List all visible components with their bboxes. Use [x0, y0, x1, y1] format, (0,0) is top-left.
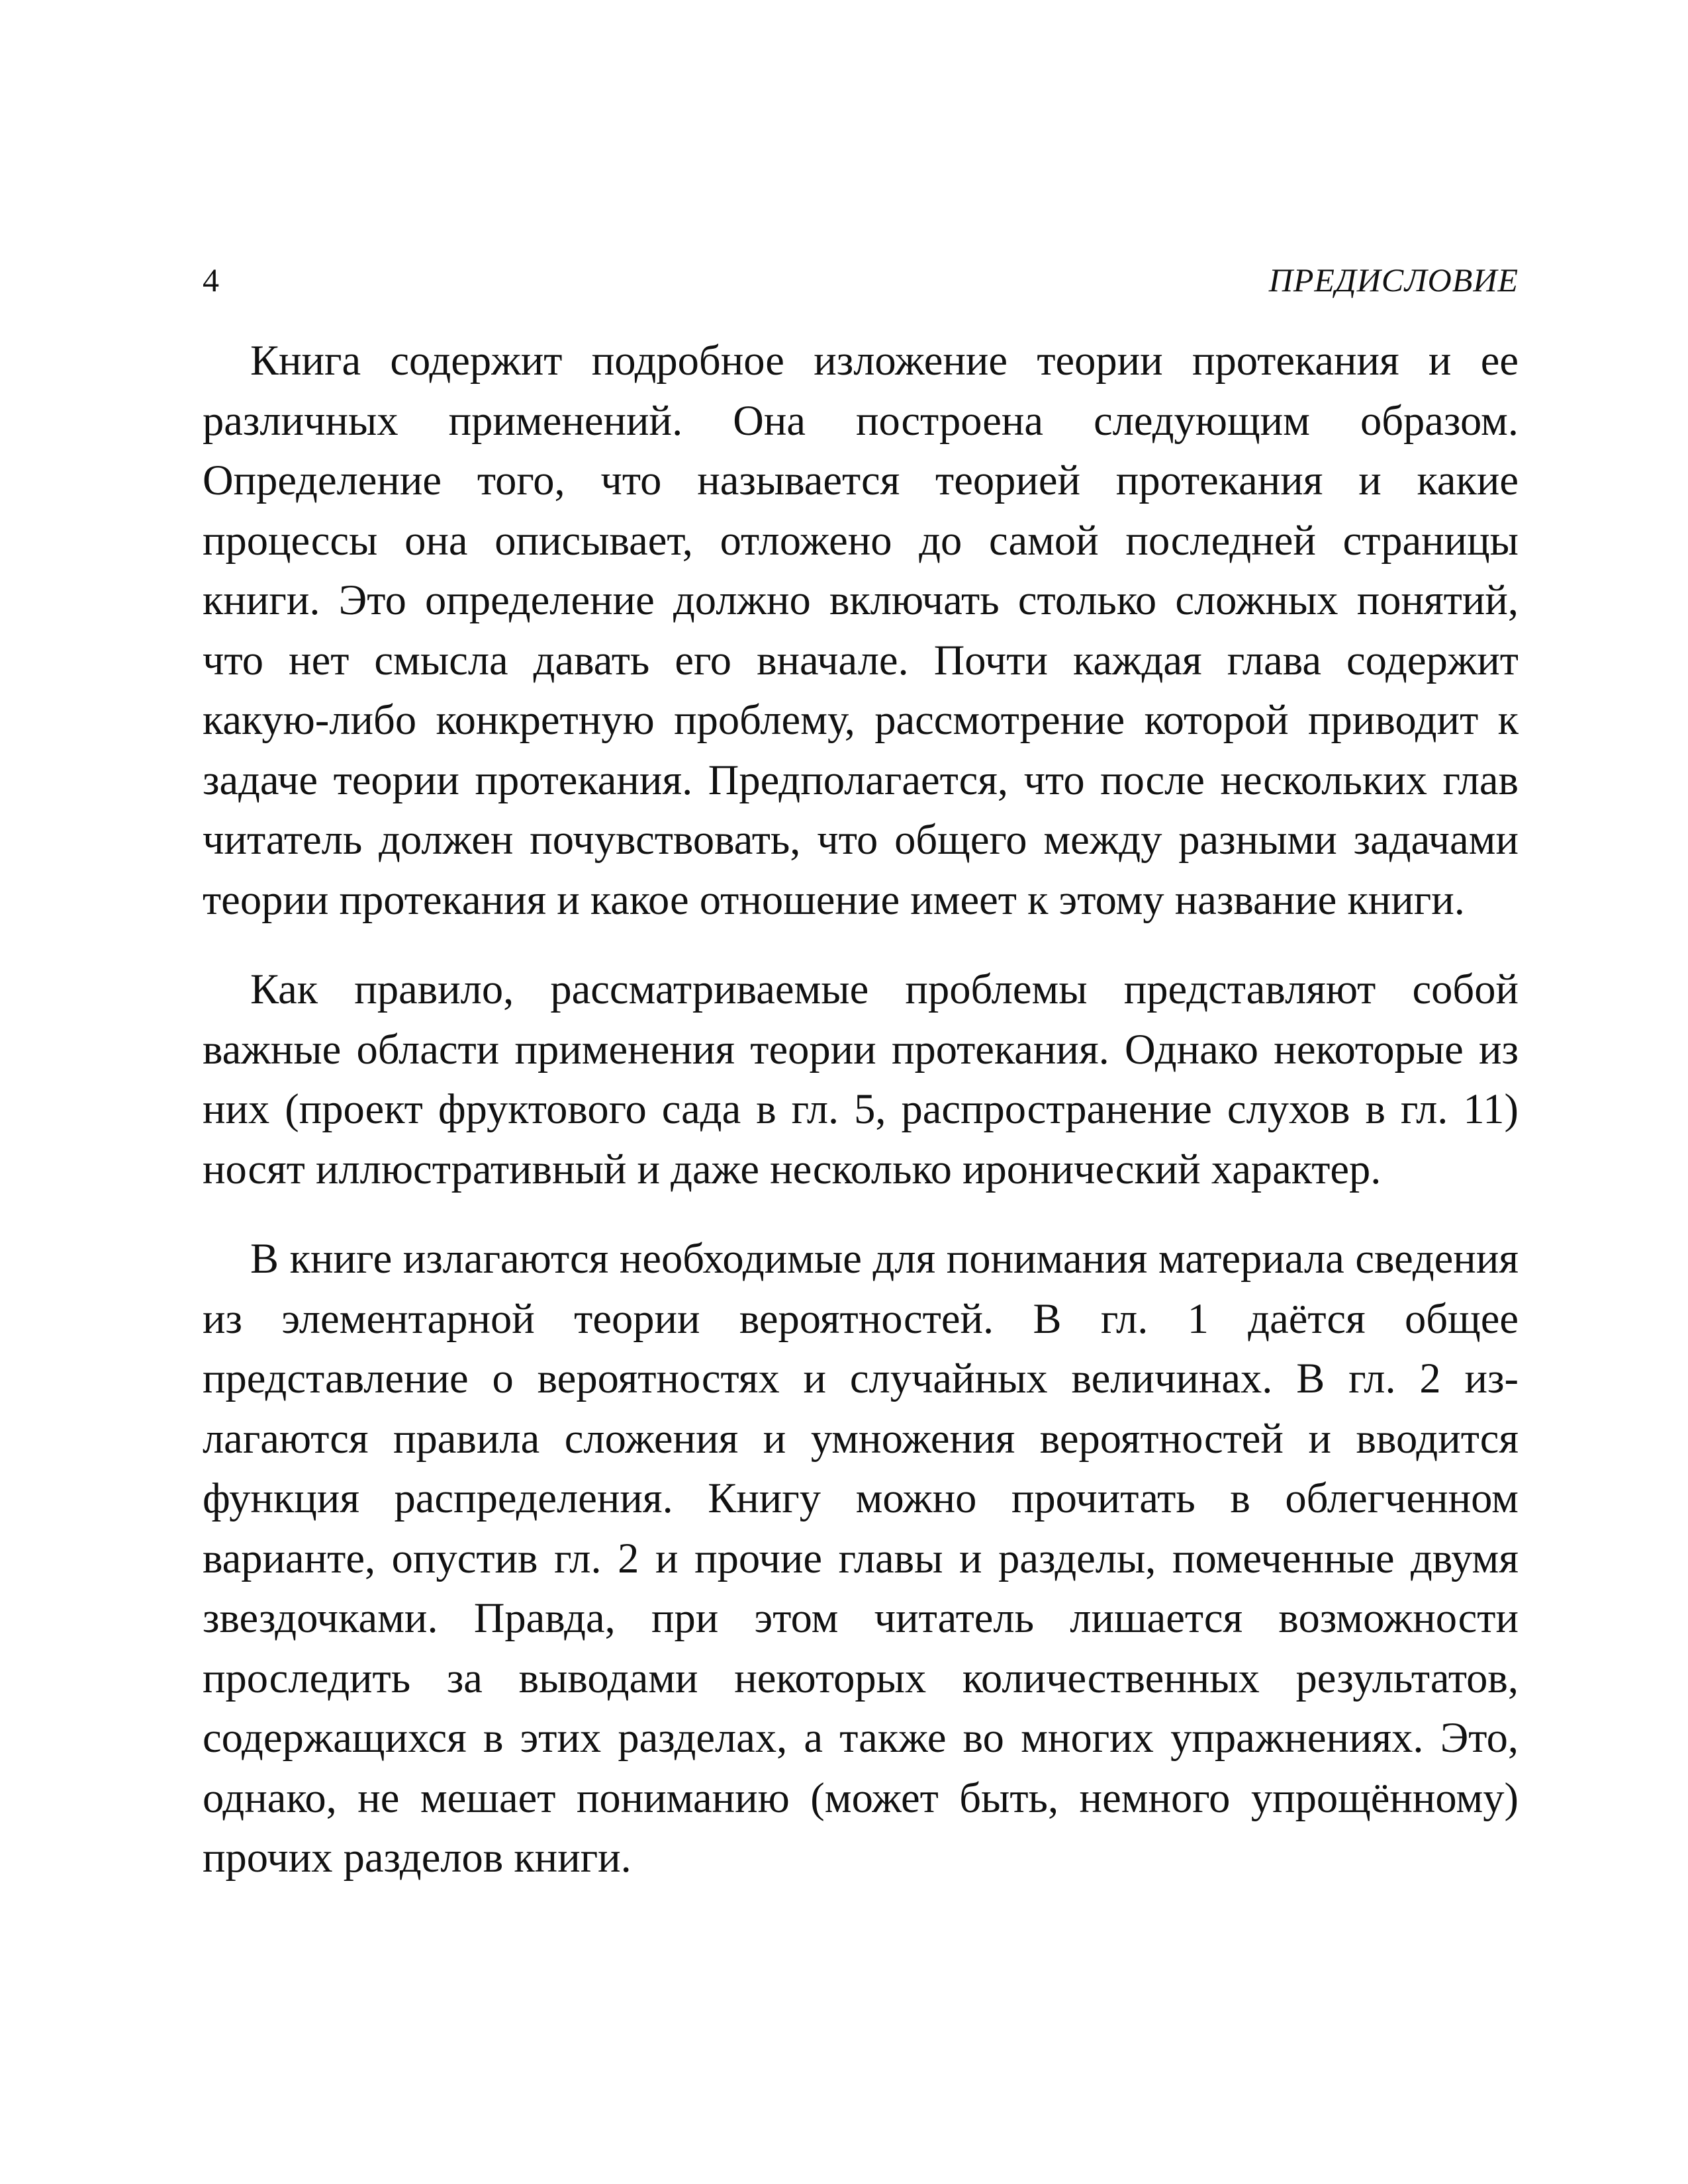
paragraph-2: Как правило, рассматриваемые проблемы представляют собой важные области применения теории протекания. Однако некоторые из них (проект фруктового сада в гл. 5, распространение слухов в гл. 11) носят иллюстративный и даже несколько иронический характер.	[203, 966, 1519, 1193]
running-head	[203, 257, 1519, 303]
body-text	[203, 331, 1519, 1888]
paragraph-3: В книге излагаются необходимые для понимания материала сведения из элементарной теории вероятностей. В гл. 1 даётся общее представление о вероятностях и случайных величинах. В гл. 2 излагаются правила сложения и умножения вероятностей и вводится функция распределения. Книгу можно прочитать в облегченном варианте, опустив гл. 2 и прочие главы и разделы, помеченные двумя звездочками. Правда, при этом читатель лишается возможности проследить за выводами некоторых количественных результатов, содержащихся в этих разделах, а также во многих упражнениях. Это, однако, не мешает пониманию (может быть, немного упрощённому) прочих разделов книги.	[203, 1235, 1519, 1881]
running-title: ПРЕДИСЛОВИЕ	[1268, 261, 1519, 298]
page-number: 4	[203, 261, 219, 298]
paragraph-1: Книга содержит подробное изложение теории протекания и ее различных применений. Она построена следующим образом. Определение того, что называется теорией протекания и какие процессы она описывает, отложено до самой последней страницы книги. Это определение должно включать столько сложных понятий, что нет смысла давать его вначале. Почти каждая глава содержит какую-либо конкретную проблему, рассмотрение которой приводит к задаче теории протекания. Предполагается, что после нескольких глав читатель должен почувствовать, что общего между разными задачами теории протекания и какое отношение имеет к этому название книги.	[203, 337, 1519, 923]
